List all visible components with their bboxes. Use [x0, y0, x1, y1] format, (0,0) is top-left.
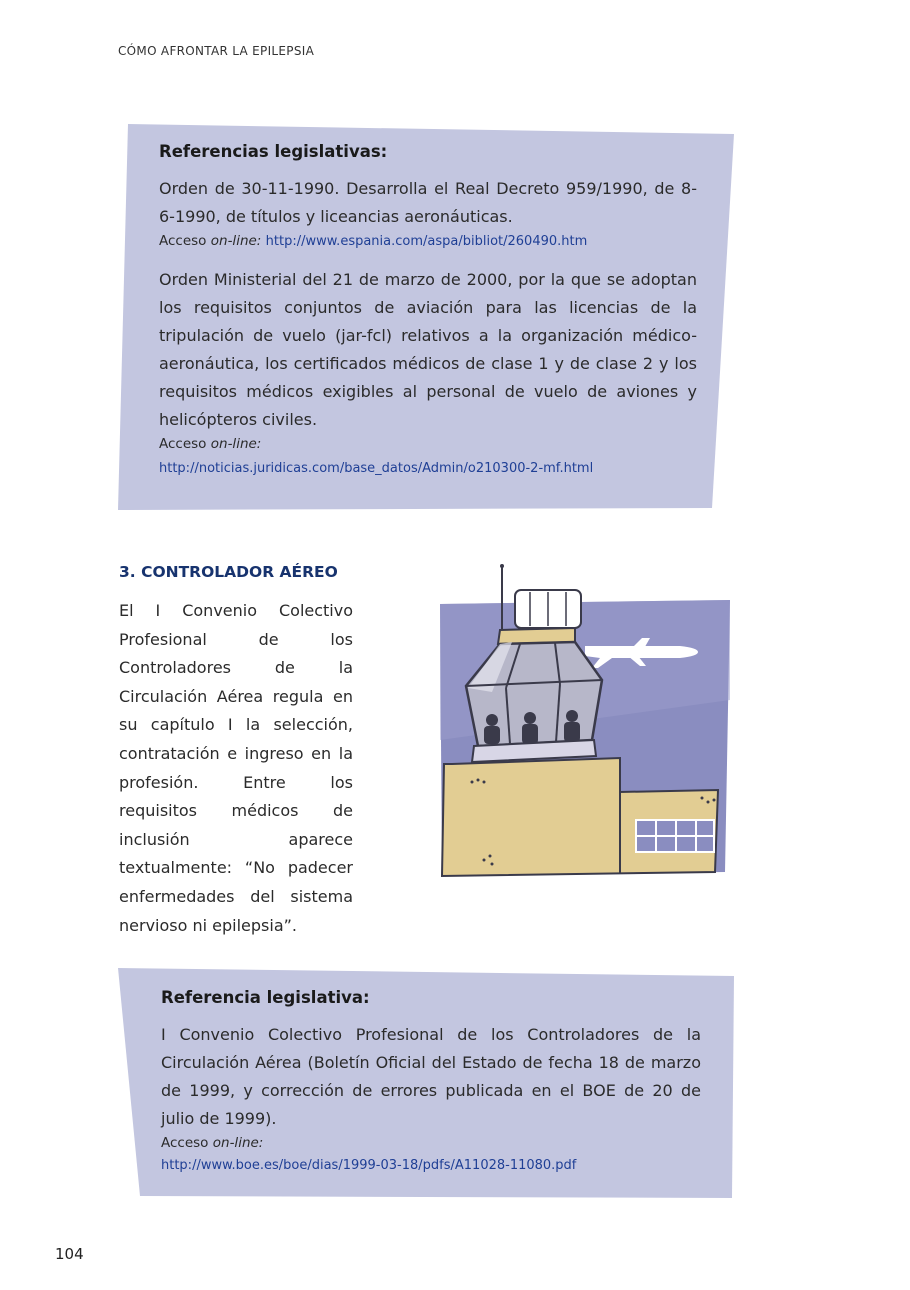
reference-text: I Convenio Colectivo Profesional de los Controladores de la Circulación Aérea (Boletín Oficial del Estado de fecha 18 de marzo de 1999, y corrección de errores publicada en el BOE de 20 de julio de 1999).: [161, 1025, 701, 1128]
access-online-label: on-line:: [210, 436, 262, 452]
legislative-references-box: [118, 124, 734, 510]
access-label: Acceso: [159, 436, 207, 452]
reference-link[interactable]: http://www.boe.es/boe/dias/1999-03-18/pdfs/A11028-11080.pdf: [161, 1158, 577, 1173]
access-line: [161, 1133, 701, 1153]
legislative-reference-box: [118, 968, 734, 1200]
reference-text: Orden de 30-11-1990. Desarrolla el Real Decreto 959/1990, de 8-6-1990, de títulos y liceancias aeronáuticas.: [159, 179, 697, 226]
page-number: 104: [55, 1245, 84, 1263]
section-body: El I Convenio Colectivo Profesional de los Controladores de la Circulación Aérea regula en su capítulo I la selección, contratación e ingreso en la profesión. Entre los requisitos médicos de inclusión aparece textualmente: “No padecer enfermedades del sistema nervioso ni epilepsia”.: [119, 601, 353, 935]
box-heading: Referencia legislativa:: [161, 988, 370, 1007]
running-head: CÓMO AFRONTAR LA EPILEPSIA: [118, 44, 315, 58]
control-tower-icon: [380, 560, 730, 950]
section-title: 3. CONTROLADOR AÉREO: [119, 563, 338, 581]
reference-link[interactable]: http://www.espania.com/aspa/bibliot/260490.htm: [265, 234, 588, 249]
reference-link[interactable]: http://noticias.juridicas.com/base_datos/Admin/o210300-2-mf.html: [159, 461, 594, 476]
access-online-label: on-line:: [212, 1135, 264, 1151]
access-line: [159, 434, 697, 454]
control-tower-illustration: [380, 560, 730, 950]
reference-text: Orden Ministerial del 21 de marzo de 2000, por la que se adoptan los requisitos conjuntos de aviación para las licencias de la tripulación de vuelo (jar-fcl) relativos a la organización médico-aeronáutica, los certificados médicos de clase 1 y de clase 2 y los requisitos médicos exigibles al personal de vuelo de aviones y helicópteros civiles.: [159, 270, 697, 429]
access-online-label: on-line:: [210, 233, 262, 249]
access-url-line: [161, 1155, 701, 1176]
access-label: Acceso: [159, 233, 207, 249]
access-url-line: [159, 458, 697, 479]
box-heading: Referencias legislativas:: [159, 142, 388, 161]
access-line: [159, 231, 697, 252]
access-label: Acceso: [161, 1135, 209, 1151]
